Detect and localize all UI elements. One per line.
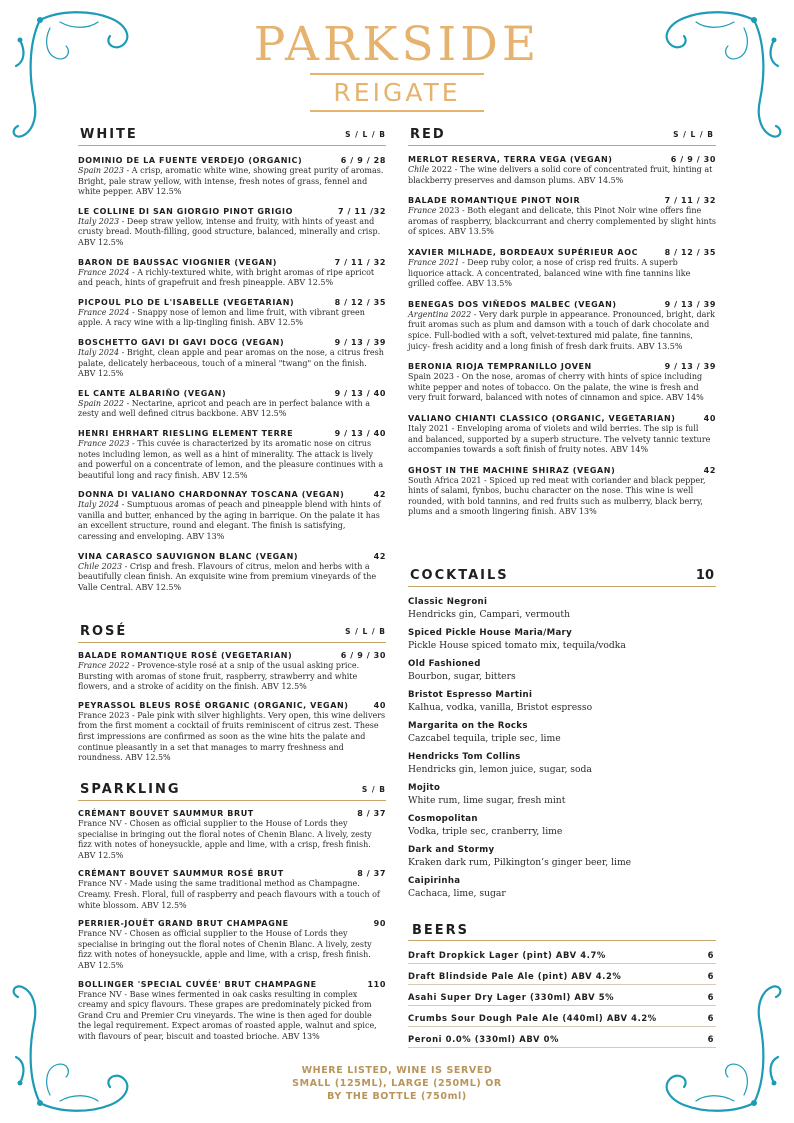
wine-price: 110	[367, 979, 386, 989]
wine-item	[78, 155, 386, 198]
wine-name: DONNA DI VALIANO CHARDONNAY TOSCANA (VEGAN)	[78, 490, 345, 500]
wine-price: 42	[703, 465, 716, 475]
wine-price: 7 / 11 / 32	[664, 196, 716, 206]
wine-price: 8 / 12 / 35	[334, 297, 386, 307]
wine-name: LE COLLINE DI SAN GIORGIO PINOT GRIGIO	[78, 206, 294, 216]
wine-item	[78, 257, 386, 289]
cocktail-ingredients: Vodka, triple sec, cranberry, lime	[408, 826, 563, 837]
wine-item	[408, 247, 716, 290]
cocktail-item	[408, 752, 716, 776]
wine-price: 8 / 37	[357, 869, 386, 879]
wine-header	[78, 808, 386, 819]
wine-header	[78, 650, 386, 661]
wine-header	[78, 297, 386, 308]
wine-header	[408, 413, 716, 424]
wine-notes: France NV - Made using the same traditional method as Champagne. Creamy. Fresh. Floral, full of raspberry and peach flavours with a touch of white blossom. ABV 12.5%	[78, 879, 380, 910]
wine-origin: France 2021	[408, 257, 460, 267]
cocktail-name: Hendricks Tom Collins	[408, 752, 521, 762]
cocktail-ingredients: Bourbon, sugar, bitters	[408, 671, 516, 682]
beer-item	[408, 949, 716, 961]
brand-title: PARKSIDE	[253, 17, 541, 72]
cocktail-item	[408, 628, 716, 652]
wine-notes: France 2023 - Pale pink with silver highlights. Very open, this wine delivers from the first moment a cocktail of fruits reminiscent of citrus zest. These first impressions are confirmed as soon as the wine hits the palate and continue pleasantly in a set that manages to marry freshness and roundness. ABV 12.5%	[78, 710, 386, 763]
cocktail-ingredients: Pickle House spiced tomato mix, tequila/vodka	[408, 640, 626, 651]
wine-notes: - Very dark purple in appearance. Pronounced, bright, dark fruit aromas such as plum and damson with a touch of dark chocolate and spice. Full-bodied with a soft, velvet-textured mid palate, fine tannins, juicy- fresh acidity and a long finish of fresh dark fruits. ABV 13.5%	[408, 309, 716, 351]
wine-description	[78, 166, 386, 198]
wine-header	[78, 337, 386, 348]
cocktail-item	[408, 721, 716, 745]
wine-header	[78, 979, 386, 990]
wine-item	[78, 489, 386, 542]
wine-item	[78, 297, 386, 329]
cocktail-name: Margarita on the Rocks	[408, 721, 528, 731]
wine-notes: - A crisp, aromatic white wine, showing great purity of aromas. Bright, pale straw yellow, with intense, fresh notes of grass, fennel and white pepper. ABV 12.5%	[78, 166, 384, 197]
section-title: WHITE	[80, 127, 138, 142]
wine-price: 9 / 13 / 40	[334, 428, 386, 438]
cocktail-name: Dark and Stormy	[408, 845, 495, 855]
cocktail-item	[408, 597, 716, 621]
wine-notes: - Provence-style rosé at a snip of the usual asking price. Bursting with aromas of stone fruit, raspberry, strawberry and white flowers, and a stroke of acidity on the finish. ABV 12.5%	[78, 661, 360, 692]
beer-divider	[408, 1005, 716, 1006]
wine-notes: - Deep straw yellow, intense and fruity, with hints of yeast and crusty bread. Mouth-filling, good structure, balanced, minerally and crisp. ABV 12.5%	[78, 216, 381, 247]
section-cocktails	[408, 566, 716, 907]
cocktail-name: Spiced Pickle House Maria/Mary	[408, 628, 572, 638]
cocktail-name: Classic Negroni	[408, 597, 488, 607]
wine-header	[78, 388, 386, 399]
wine-item	[78, 700, 386, 764]
wine-description	[408, 310, 716, 352]
beer-item	[408, 1012, 716, 1024]
cocktail-ingredients: White rum, lime sugar, fresh mint	[408, 795, 566, 806]
section-title: COCKTAILS	[410, 568, 509, 583]
wine-header	[78, 551, 386, 562]
section-rose	[78, 622, 386, 771]
cocktail-item	[408, 690, 716, 714]
wine-item	[78, 551, 386, 594]
wine-description	[78, 819, 386, 861]
beer-item	[408, 1033, 716, 1045]
section-size-columns: S / L / B	[345, 130, 386, 139]
wine-description	[78, 879, 386, 911]
section-white	[78, 125, 386, 601]
wine-name: PICPOUL PLO DE L'ISABELLE (VEGETARIAN)	[78, 297, 295, 307]
cocktail-name: Cosmopolitan	[408, 814, 478, 824]
wine-name: VINA CARASCO SAUVIGNON BLANC (VEGAN)	[78, 551, 299, 561]
wine-header	[78, 918, 386, 929]
wine-price: 40	[373, 700, 386, 710]
wine-description	[78, 399, 386, 420]
wine-header	[408, 361, 716, 372]
wine-name: GHOST IN THE MACHINE SHIRAZ (VEGAN)	[408, 465, 616, 475]
section-title: BEERS	[412, 923, 470, 938]
wine-header	[78, 155, 386, 166]
wine-notes: - Crisp and fresh. Flavours of citrus, melon and herbs with a beautifully clean finish. An exquisite wine from premium vineyards of the Valle Central. ABV 12.5%	[78, 561, 377, 592]
wine-description	[78, 439, 386, 481]
beer-name: Asahi Super Dry Lager (330ml) ABV 5%	[408, 992, 615, 1002]
brand-divider-bottom	[310, 110, 484, 112]
footer-line-3: BY THE BOTTLE (750ml)	[327, 1091, 467, 1102]
wine-origin: Spain 2022	[78, 398, 124, 408]
beer-divider	[408, 1026, 716, 1027]
section-size-columns: S / L / B	[345, 627, 386, 636]
wine-name: XAVIER MILHADE, BORDEAUX SUPÉRIEUR AOC	[408, 247, 639, 257]
wine-item	[78, 808, 386, 861]
cocktail-ingredients: Cazcabel tequila, triple sec, lime	[408, 733, 561, 744]
section-red	[408, 125, 716, 527]
wine-name: BALADE ROMANTIQUE PINOT NOIR	[408, 196, 581, 206]
beer-item	[408, 970, 716, 982]
wine-header	[408, 465, 716, 476]
cocktail-ingredients: Hendricks gin, lemon juice, sugar, soda	[408, 764, 592, 775]
wine-origin: Italy 2023	[78, 216, 120, 226]
wine-header	[408, 154, 716, 165]
wine-notes: France NV - Chosen as official supplier to the House of Lords they specialise in bringing out the floral notes of Chenin Blanc. A lively, zesty fizz with notes of honeysuckle, apple and lime, with a crisp, fresh finish. ABV 12.5%	[78, 819, 372, 860]
wine-notes: - A richly-textured white, with bright aromas of ripe apricot and peach, hints of grapefruit and fresh pineapple. ABV 12.5%	[78, 267, 375, 288]
beer-name: Peroni 0.0% (330ml) ABV 0%	[408, 1034, 559, 1044]
wine-item	[78, 428, 386, 481]
brand-divider-top	[310, 73, 484, 75]
wine-origin: Argentina 2022	[408, 309, 472, 319]
cocktail-item	[408, 659, 716, 683]
wine-price: 8 / 37	[357, 809, 386, 818]
wine-price: 7 / 11 /32	[337, 206, 386, 216]
wine-price: 90	[373, 919, 386, 929]
wine-description	[408, 206, 716, 238]
beer-price: 6	[707, 1034, 714, 1044]
wine-name: HENRI EHRHART RIESLING ELEMENT TERRE	[78, 428, 294, 438]
wine-description	[408, 258, 716, 290]
wine-description	[78, 661, 386, 693]
wine-item	[408, 299, 716, 352]
wine-description	[78, 348, 386, 380]
wine-description	[408, 165, 716, 186]
wine-item	[78, 650, 386, 693]
wine-header	[78, 700, 386, 711]
wine-item	[408, 361, 716, 404]
wine-price: 9 / 13 / 40	[334, 388, 386, 398]
wine-origin: France 2024	[78, 307, 130, 317]
wine-header	[78, 868, 386, 879]
beer-price: 6	[707, 971, 714, 981]
cocktail-item	[408, 814, 716, 838]
wine-notes: France NV - Base wines fermented in oak casks resulting in complex creamy and spicy flavours. These grapes are predominately picked from Grand Cru and Premier Cru vineyards. The wine is then aged for double the legal requirement. Expect aromas of roasted apple, walnut and spice, with flavours of pear, biscuit and toasted brioche. ABV 13%	[78, 989, 377, 1041]
cocktail-name: Mojito	[408, 783, 441, 793]
wine-notes: France NV - Chosen as official supplier to the House of Lords they specialise in bringing out the floral notes of Chenin Blanc. A lively, zesty fizz with notes of honeysuckle, apple and lime, with a crisp, fresh finish. ABV 12.5%	[78, 929, 372, 970]
wine-notes: - Snappy nose of lemon and lime fruit, with vibrant green apple. A racy wine with a lip-tingling finish. ABV 12.5%	[78, 307, 365, 328]
beer-name: Draft Dropkick Lager (pint) ABV 4.7%	[408, 950, 606, 960]
wine-description	[408, 424, 716, 456]
wine-notes: South Africa 2021 - Spiced up red meat with coriander and black pepper, hints of salami, fynbos, buchu character on the nose. This wine is well rounded, with bold tannins, and red fruits such as mulberry, black berry, plums and a smooth lingering finish. ABV 13%	[408, 475, 706, 517]
section-rule	[408, 586, 716, 587]
cocktail-ingredients: Hendricks gin, Campari, vermouth	[408, 609, 571, 620]
wine-origin: France	[408, 206, 437, 216]
cocktail-name: Caipirinha	[408, 876, 461, 886]
beer-price: 6	[707, 950, 714, 960]
wine-notes: Spain 2023 - On the nose, aromas of cherry with hints of spice including white pepper and notes of tobacco. On the palate, the wine is fresh and very fruit forward, balanced with notes of cinnamon and spice. ABV 14%	[408, 372, 704, 403]
wine-header	[408, 195, 716, 206]
section-title: ROSÉ	[80, 624, 128, 639]
wine-item	[78, 979, 386, 1043]
wine-item	[78, 206, 386, 249]
wine-origin: France 2024	[78, 267, 130, 277]
wine-origin: Italy 2024	[78, 347, 120, 357]
wine-item	[408, 413, 716, 456]
wine-price: 7 / 11 / 32	[334, 257, 386, 267]
wine-description	[78, 562, 386, 594]
wine-item	[408, 154, 716, 186]
wine-description	[78, 929, 386, 971]
beer-divider	[408, 1047, 716, 1048]
wine-notes: Italy 2021 - Enveloping aroma of violets and wild berries. The sip is full and balanced, supported by a superb structure. The velvety tannic texture accompanies towards a soft finish of fruity notes. ABV 14%	[408, 423, 711, 455]
wine-price: 6 / 9 / 28	[340, 156, 386, 165]
wine-price: 6 / 9 / 30	[340, 651, 386, 660]
wine-name: VALIANO CHIANTI CLASSICO (ORGANIC, VEGETARIAN)	[408, 413, 676, 423]
cocktail-item	[408, 783, 716, 807]
wine-name: EL CANTE ALBARIÑO (VEGAN)	[78, 388, 227, 398]
footer-note	[0, 1064, 794, 1103]
cocktail-name: Old Fashioned	[408, 659, 481, 669]
wine-notes: 2023 - Both elegant and delicate, this Pinot Noir wine offers fine aromas of raspberry, blackcurrant and cherry complemented by slight hints of spices. ABV 13.5%	[408, 206, 717, 237]
wine-price: 40	[703, 413, 716, 423]
beer-item	[408, 991, 716, 1003]
wine-description	[78, 500, 386, 542]
footer-line-2: SMALL (125ML), LARGE (250ML) OR	[292, 1078, 502, 1089]
wine-price: 42	[373, 551, 386, 561]
wine-item	[408, 195, 716, 238]
section-size-columns: S / L / B	[673, 130, 714, 139]
section-rule	[78, 642, 386, 643]
wine-item	[78, 918, 386, 971]
beer-divider	[408, 984, 716, 985]
section-beers	[408, 922, 716, 1054]
wine-name: PERRIER-JOUËT GRAND BRUT CHAMPAGNE	[78, 919, 289, 929]
wine-header	[78, 206, 386, 217]
cocktail-item	[408, 876, 716, 900]
wine-notes: - This cuvée is characterized by its aromatic nose on citrus notes including lemon, as well as a hint of minerality. The attack is lively and powerful on a concentrate of lemon, and the pleasure continues with a beautiful long and racy finish. ABV 12.5%	[78, 438, 384, 480]
wine-description	[78, 990, 386, 1043]
cocktail-price: 10	[695, 568, 714, 583]
section-sparkling	[78, 780, 386, 1050]
footer-line-1: WHERE LISTED, WINE IS SERVED	[301, 1065, 493, 1076]
wine-name: BALADE ROMANTIQUE ROSÉ (VEGETARIAN)	[78, 651, 293, 660]
brand-location: REIGATE	[333, 78, 461, 107]
cocktail-ingredients: Cachaca, lime, sugar	[408, 888, 506, 899]
wine-item	[78, 337, 386, 380]
wine-header	[408, 247, 716, 258]
wine-price: 9 / 13 / 39	[334, 337, 386, 347]
section-title: RED	[410, 127, 446, 142]
wine-price: 9 / 13 / 39	[664, 299, 716, 309]
section-rule	[78, 145, 386, 146]
wine-name: BOLLINGER 'SPECIAL CUVÉE' BRUT CHAMPAGNE	[78, 979, 317, 989]
wine-description	[408, 476, 716, 518]
beer-price: 6	[707, 992, 714, 1002]
wine-name: CRÉMANT BOUVET SAUMMUR BRUT	[78, 809, 254, 818]
wine-origin: France 2023	[78, 438, 130, 448]
wine-name: MERLOT RESERVA, TERRA VEGA (VEGAN)	[408, 155, 613, 164]
wine-item	[78, 868, 386, 911]
wine-origin: Italy 2024	[78, 500, 120, 510]
wine-name: PEYRASSOL BLEUS ROSÉ ORGANIC (ORGANIC, VEGAN)	[78, 700, 349, 710]
beer-name: Crumbs Sour Dough Pale Ale (440ml) ABV 4.2%	[408, 1013, 657, 1023]
cocktail-ingredients: Kraken dark rum, Pilkington’s ginger beer, lime	[408, 857, 632, 868]
section-rule	[78, 800, 386, 801]
wine-description	[78, 217, 386, 249]
wine-name: CRÉMANT BOUVET SAUMMUR ROSÉ BRUT	[78, 869, 284, 879]
wine-name: DOMINIO DE LA FUENTE VERDEJO (ORGANIC)	[78, 156, 303, 165]
beer-price: 6	[707, 1013, 714, 1023]
wine-price: 6 / 9 / 30	[670, 155, 716, 164]
section-rule	[408, 940, 716, 941]
wine-description	[78, 308, 386, 329]
wine-header	[78, 257, 386, 268]
wine-item	[408, 465, 716, 518]
wine-name: BERONIA RIOJA TEMPRANILLO JOVEN	[408, 362, 592, 372]
wine-price: 8 / 12 / 35	[664, 247, 716, 257]
wine-notes: - Nectarine, apricot and peach are in perfect balance with a zesty and well defined citrus backbone. ABV 12.5%	[78, 398, 370, 419]
beer-name: Draft Blindside Pale Ale (pint) ABV 4.2%	[408, 971, 622, 981]
wine-notes: 2022 - The wine delivers a solid core of concentrated fruit, hinting at blackberry preserves and damson plums. ABV 14.5%	[408, 165, 713, 185]
section-title: SPARKLING	[80, 782, 181, 797]
wine-header	[78, 428, 386, 439]
wine-header	[78, 489, 386, 500]
wine-description	[408, 372, 716, 404]
cocktail-ingredients: Kalhua, vodka, vanilla, Bristot espresso	[408, 702, 593, 713]
cocktail-name: Bristot Espresso Martini	[408, 690, 533, 700]
section-size-columns: S / B	[361, 785, 386, 794]
section-rule	[408, 145, 716, 146]
wine-description	[78, 711, 386, 764]
wine-header	[408, 299, 716, 310]
wine-description	[78, 268, 386, 289]
wine-origin: Chile 2023	[78, 561, 123, 571]
wine-item	[78, 388, 386, 420]
wine-name: BENEGAS DOS VIÑEDOS MALBEC (VEGAN)	[408, 299, 617, 309]
wine-origin: Spain 2023	[78, 166, 124, 175]
wine-name: BOSCHETTO GAVI DI GAVI DOCG (VEGAN)	[78, 337, 285, 347]
wine-price: 9 / 13 / 39	[664, 362, 716, 372]
wine-notes: - Deep ruby color, a nose of crisp red fruits. A superb liquorice attack. A concentrated, balanced wine with fine tannins like grilled coffee. ABV 13.5%	[408, 257, 691, 289]
wine-origin: Chile	[408, 165, 430, 174]
beer-divider	[408, 963, 716, 964]
wine-notes: - Sumptuous aromas of peach and pineapple blend with hints of vanilla and butter, enhanced by the aging in barrique. On the palate it has an excellent structure, round and elegant. The finish is satisfying, caressing and enveloping. ABV 13%	[78, 500, 381, 542]
wine-price: 42	[373, 490, 386, 500]
wine-origin: France 2022	[78, 661, 130, 670]
cocktail-item	[408, 845, 716, 869]
wine-notes: - Bright, clean apple and pear aromas on the nose, a citrus fresh palate, delicately herbaceous, touch of a mineral "twang" on the finish. ABV 12.5%	[78, 347, 384, 379]
wine-name: BARON DE BAUSSAC VIOGNIER (VEGAN)	[78, 257, 278, 267]
